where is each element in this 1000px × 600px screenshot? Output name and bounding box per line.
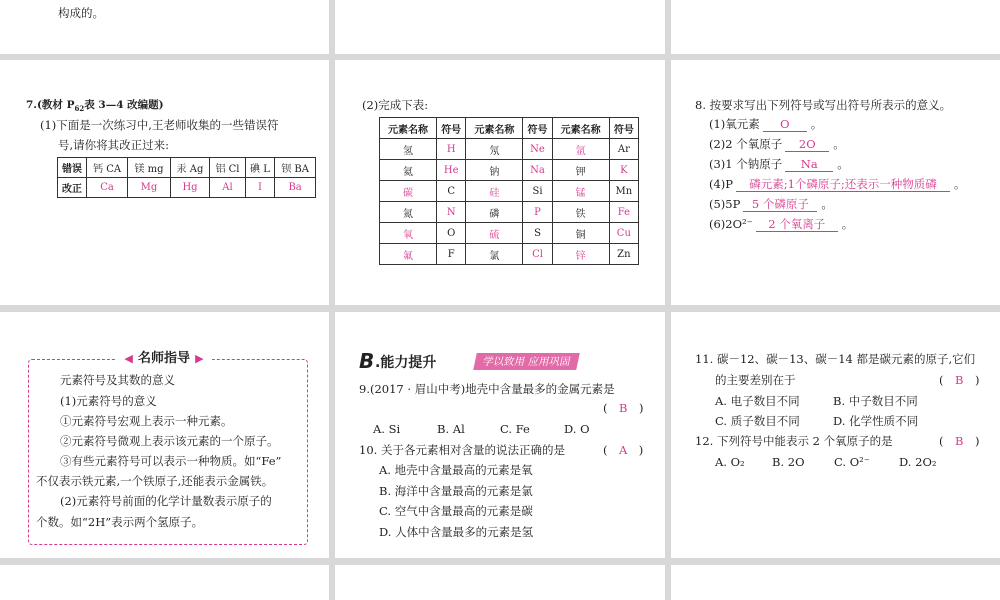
q8-item-answer: 磷元素;1个磷原子;还表示一种物质磷 bbox=[736, 177, 950, 192]
element-symbol-cell: S bbox=[523, 223, 552, 244]
q8-item-prompt: (3)1 个钠原子 bbox=[709, 157, 783, 171]
panel-bottom-right bbox=[671, 565, 1000, 600]
fix-cell: Ca bbox=[87, 178, 128, 198]
fix-cell: I bbox=[245, 178, 275, 198]
col-header: 元素名称 bbox=[466, 118, 523, 139]
q9-answer: ( B ) bbox=[603, 401, 644, 415]
element-symbol-cell: He bbox=[437, 160, 466, 181]
fix-label: 改正 bbox=[58, 178, 87, 198]
q8-item-period: 。 bbox=[810, 117, 823, 131]
q8-item-answer: 2 个氧离子 bbox=[756, 217, 838, 232]
q8-item-prompt: (4)P bbox=[709, 177, 734, 191]
element-symbol-cell: Cu bbox=[609, 223, 638, 244]
error-cell: 钙 CA bbox=[87, 158, 128, 178]
element-name-cell: 铜 bbox=[552, 223, 609, 244]
hint-heading: 名师指导 bbox=[137, 351, 190, 366]
q10-answer: ( A ) bbox=[603, 443, 644, 457]
element-name-cell: 氢 bbox=[380, 139, 437, 160]
q11-answer: ( B ) bbox=[939, 373, 980, 387]
element-symbol-cell: Si bbox=[523, 181, 552, 202]
element-name-cell: 氩 bbox=[552, 139, 609, 160]
q11-option: D. 化学性质不同 bbox=[833, 414, 919, 428]
hint-line: ①元素符号宏观上表示一种元素。 bbox=[60, 414, 233, 428]
q8-item-period: 。 bbox=[833, 137, 845, 151]
table-row bbox=[380, 202, 639, 223]
q11-line1: 11. 碳－12、碳－13、碳－14 都是碳元素的原子,它们 bbox=[695, 352, 976, 366]
q8-item bbox=[709, 177, 966, 192]
element-symbol-cell: Fe bbox=[609, 202, 638, 223]
panel-top-middle bbox=[335, 0, 665, 54]
element-symbol-table bbox=[379, 117, 639, 265]
error-cell: 铝 Cl bbox=[210, 158, 245, 178]
q12-option: C. O²⁻ bbox=[834, 455, 870, 469]
banner-tag: 学以致用 应用巩固 bbox=[473, 353, 580, 370]
table-title: (2)完成下表: bbox=[362, 98, 429, 112]
element-name-cell: 氮 bbox=[380, 202, 437, 223]
q10-text: 10. 关于各元素相对含量的说法正确的是 bbox=[359, 443, 565, 457]
q12-option: D. 2O₂ bbox=[899, 455, 937, 469]
error-correction-table bbox=[57, 157, 316, 198]
q12-option: B. 2O bbox=[772, 455, 805, 469]
q8-item-period: 。 bbox=[837, 157, 849, 171]
element-symbol-cell: Ar bbox=[609, 139, 638, 160]
q9-option: A. Si bbox=[373, 422, 401, 436]
q8-item bbox=[709, 117, 822, 132]
element-name-cell: 钠 bbox=[466, 160, 523, 181]
element-name-cell: 氖 bbox=[466, 139, 523, 160]
col-header: 符号 bbox=[609, 118, 638, 139]
q9-option: C. Fe bbox=[500, 422, 530, 436]
element-name-cell: 氟 bbox=[380, 244, 437, 265]
fix-cell: Ba bbox=[275, 178, 316, 198]
panel-teacher-hint bbox=[0, 312, 329, 558]
q8-item-prompt: (5)5P bbox=[709, 197, 741, 211]
hint-line: (2)元素符号前面的化学计量数表示原子的 bbox=[60, 494, 272, 508]
q9-option: B. Al bbox=[437, 422, 465, 436]
hint-line: 元素符号及其数的意义 bbox=[60, 373, 175, 387]
table-row bbox=[380, 139, 639, 160]
element-name-cell: 钾 bbox=[552, 160, 609, 181]
q8-item-prompt: (1)氧元素 bbox=[709, 117, 760, 131]
q8-item-prompt: (2)2 个氧原子 bbox=[709, 137, 783, 151]
element-symbol-cell: K bbox=[609, 160, 638, 181]
q8-item bbox=[709, 137, 845, 152]
table-row bbox=[380, 160, 639, 181]
panel-bottom-middle bbox=[335, 565, 665, 600]
error-cell: 镁 mg bbox=[128, 158, 171, 178]
q11-option: C. 质子数目不同 bbox=[715, 414, 800, 428]
q7-line1: (1)下面是一次练习中,王老师收集的一些错误符 bbox=[40, 118, 279, 132]
table-row bbox=[380, 181, 639, 202]
panel-ability bbox=[335, 312, 665, 558]
q7-header: 7.(教材 $P_{62}$表 3—4 改编题) bbox=[26, 99, 164, 114]
banner-letter: B bbox=[359, 349, 375, 373]
q10-option: A. 地壳中含量最高的元素是氧 bbox=[379, 463, 533, 477]
fix-cell: Hg bbox=[170, 178, 209, 198]
error-cell: 钡 BA bbox=[275, 158, 316, 178]
error-cell: 碘 L bbox=[245, 158, 275, 178]
error-cell: 汞 Ag bbox=[170, 158, 209, 178]
q10-option: B. 海洋中含量最高的元素是氯 bbox=[379, 484, 533, 498]
panel-questions-11-12 bbox=[671, 312, 1000, 558]
q7-line2: 号,请你将其改正过来: bbox=[58, 138, 170, 152]
panel-question-7 bbox=[0, 60, 329, 305]
q12-answer: ( B ) bbox=[939, 434, 980, 448]
hint-arrow-left-icon: ◀ bbox=[124, 352, 133, 365]
panel-element-table bbox=[335, 60, 665, 305]
q8-item-answer: 2O bbox=[785, 137, 829, 152]
element-name-cell: 磷 bbox=[466, 202, 523, 223]
banner-title: .能力提升 bbox=[375, 355, 437, 371]
element-name-cell: 硫 bbox=[466, 223, 523, 244]
element-symbol-cell: C bbox=[437, 181, 466, 202]
element-name-cell: 氧 bbox=[380, 223, 437, 244]
hint-line: 不仅表示铁元素,一个铁原子,还能表示金属铁。 bbox=[36, 474, 274, 488]
col-header: 元素名称 bbox=[380, 118, 437, 139]
hint-line: ②元素符号微观上表示该元素的一个原子。 bbox=[60, 434, 279, 448]
element-symbol-cell: Ne bbox=[523, 139, 552, 160]
top-fragment: 构成的。 bbox=[58, 6, 104, 20]
col-header: 符号 bbox=[523, 118, 552, 139]
element-name-cell: 铁 bbox=[552, 202, 609, 223]
error-label: 错误 bbox=[58, 158, 87, 178]
fix-cell: Mg bbox=[128, 178, 171, 198]
q10-option: D. 人体中含量最多的元素是氢 bbox=[379, 525, 534, 539]
panel-top-right bbox=[671, 0, 1000, 54]
col-header: 符号 bbox=[437, 118, 466, 139]
q8-item bbox=[709, 157, 849, 172]
panel-bottom-left bbox=[0, 565, 329, 600]
hint-line: (1)元素符号的意义 bbox=[60, 394, 157, 408]
q11-option: B. 中子数目不同 bbox=[833, 394, 918, 408]
hint-arrow-right-icon: ▶ bbox=[195, 352, 204, 365]
element-symbol-cell: P bbox=[523, 202, 552, 223]
q8-item-period: 。 bbox=[821, 197, 833, 211]
q9-text: 9.(2017 · 眉山中考)地壳中含量最多的金属元素是 bbox=[359, 382, 615, 396]
element-name-cell: 硅 bbox=[466, 181, 523, 202]
fix-cell: Al bbox=[210, 178, 245, 198]
element-symbol-cell: Cl bbox=[523, 244, 552, 265]
q12-option: A. O₂ bbox=[715, 455, 745, 469]
q9-option: D. O bbox=[564, 422, 590, 436]
panel-top-left bbox=[0, 0, 329, 54]
element-symbol-cell: O bbox=[437, 223, 466, 244]
q8-item-answer: O bbox=[763, 117, 807, 132]
hint-heading-badge bbox=[116, 347, 212, 367]
element-name-cell: 碳 bbox=[380, 181, 437, 202]
element-name-cell: 氯 bbox=[466, 244, 523, 265]
col-header: 元素名称 bbox=[552, 118, 609, 139]
q8-title: 8. 按要求写出下列符号或写出符号所表示的意义。 bbox=[695, 98, 952, 112]
q12-text: 12. 下列符号中能表示 2 个氧原子的是 bbox=[695, 434, 893, 448]
q11-option: A. 电子数目不同 bbox=[715, 394, 800, 408]
q11-line2: 的主要差别在于 bbox=[715, 373, 796, 387]
element-symbol-cell: Mn bbox=[609, 181, 638, 202]
hint-line: ③有些元素符号可以表示一种物质。如“Fe” bbox=[60, 454, 282, 468]
q10-option: C. 空气中含量最高的元素是碳 bbox=[379, 504, 533, 518]
q8-item-period: 。 bbox=[954, 177, 966, 191]
element-name-cell: 锌 bbox=[552, 244, 609, 265]
table-row bbox=[380, 223, 639, 244]
q8-item bbox=[709, 217, 853, 232]
element-symbol-cell: Zn bbox=[609, 244, 638, 265]
ability-banner bbox=[359, 349, 629, 373]
panel-question-8 bbox=[671, 60, 1000, 305]
q8-item-answer: Na bbox=[785, 157, 833, 172]
q8-item-period: 。 bbox=[841, 217, 854, 231]
hint-line: 个数。如“2H”表示两个氢原子。 bbox=[36, 515, 204, 529]
q8-item-prompt: (6)2O²⁻ bbox=[709, 217, 753, 231]
q8-item bbox=[709, 197, 833, 212]
table-row bbox=[380, 244, 639, 265]
element-symbol-cell: Na bbox=[523, 160, 552, 181]
element-symbol-cell: H bbox=[437, 139, 466, 160]
element-symbol-cell: N bbox=[437, 202, 466, 223]
element-name-cell: 锰 bbox=[552, 181, 609, 202]
q8-item-answer: 5 个磷原子 bbox=[743, 197, 817, 212]
element-name-cell: 氦 bbox=[380, 160, 437, 181]
element-symbol-cell: F bbox=[437, 244, 466, 265]
